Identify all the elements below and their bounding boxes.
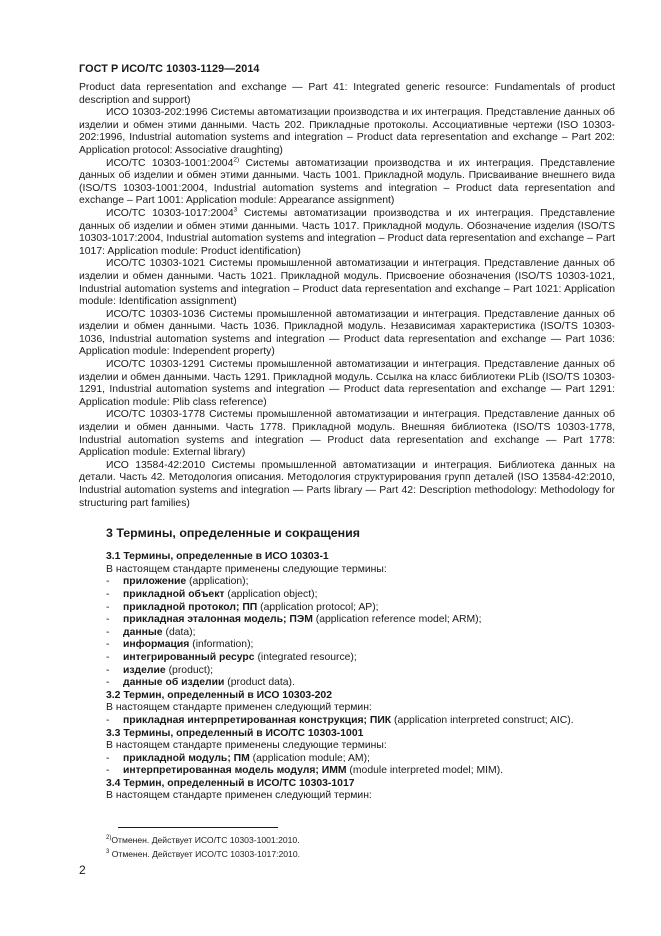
term-translation: (product data).: [224, 677, 295, 689]
reference-paragraph: ИСО 10303-202:1996 Системы автоматизации производства и их интеграция. Представление данных об изделии и обмен этими данными. Часть 202. Прикладные протоколы. Ассоциативные чертежи (ISO 10303-202:1996, Industrial automation systems and integration – Product data representation and exchange – Part 202: Application protocol: Associative draughting): [79, 107, 615, 156]
term-list-item: [106, 677, 615, 690]
footnote-marker: 2): [233, 156, 240, 164]
term-translation: (application module; AM);: [249, 752, 370, 764]
reference-code: ИСО/ТС 10303-1001:2004: [106, 157, 234, 169]
footnote: [106, 849, 300, 859]
term-list-item: [106, 753, 615, 766]
term-name: интерпретированная модель модуля; ИММ: [123, 765, 347, 777]
reference-paragraph: Product data representation and exchange — Part 41: Integrated generic resource: Fundamentals of product description and support): [79, 82, 615, 106]
term-translation: (application reference model; ARM);: [312, 614, 482, 626]
footnote-text: Отменен. Действует ИСО/ТС 10303-1017:2010.: [109, 849, 300, 859]
reference-paragraph: [79, 208, 615, 258]
footnote: [106, 835, 300, 845]
term-translation: (integrated resource);: [254, 651, 357, 663]
footnote-marker: 3: [233, 206, 238, 214]
reference-paragraph: ИСО/ТС 10303-1036 Системы промышленной автоматизации и интеграция. Представление данных об изделии и обмен данными. Часть 1036. Прикладной модуль. Независимая характеристика (ISO/TS 10303-1036, Industrial automation systems and integration — Product data representation and exchange — Part 1036: Application module: Independent property): [79, 308, 615, 358]
term-name: прикладной модуль; ПМ: [123, 752, 250, 764]
term-list-item: [106, 765, 615, 778]
term-list-item: [106, 639, 615, 652]
reference-paragraph: ИСО/ТС 10303-1291 Системы промышленной автоматизации и интеграция. Представление данных об изделии и обмен данными. Часть 1291. Прикладной модуль. Ссылка на класс библиотеки PLib (ISO/TS 10303-1291, Industrial automation systems and integration — Product data representation and exchange — Part 1291: Application module: Plib class reference): [79, 359, 615, 408]
term-list-item: [106, 576, 615, 589]
subsection-3-2-heading: 3.2 Термин, определенный в ИСО 10303-202: [106, 689, 332, 701]
term-name: информация: [123, 639, 190, 651]
subsection-intro: В настоящем стандарте применены следующие термины:: [106, 563, 387, 575]
subsection-intro: В настоящем стандарте применен следующий термин:: [106, 790, 372, 802]
term-translation: (product);: [165, 664, 214, 676]
reference-paragraph: [79, 158, 615, 208]
term-list-item: [106, 652, 615, 665]
page-number: 2: [79, 863, 86, 877]
term-translation: (module interpreted model; MIM).: [346, 765, 504, 777]
term-translation: (application protocol; AP);: [257, 601, 379, 613]
term-translation: (application object);: [224, 588, 318, 600]
term-list-item: [106, 627, 615, 640]
document-body: [79, 82, 615, 803]
term-translation: (data);: [162, 626, 196, 638]
term-name: прикладная эталонная модель; ПЭМ: [123, 614, 313, 626]
term-list-item: [106, 589, 615, 602]
term-translation: (application interpreted construct; AIC).: [391, 714, 574, 726]
term-name: интегрированный ресурс: [123, 651, 255, 663]
term-name: данные: [123, 626, 163, 638]
subsection-intro: В настоящем стандарте применены следующие термины:: [106, 740, 387, 752]
term-list-item: [106, 715, 615, 728]
reference-paragraph: ИСО/ТС 10303-1778 Системы промышленной автоматизации и интеграция. Представление данных об изделии и обмен данными. Часть 1778. Прикладной модуль. Внешняя библиотека (ISO/TS 10303-1778, Industrial automation systems and integration — Product data representation and exchange — Part 1778: Application module: External library): [79, 409, 615, 459]
document-header: ГОСТ Р ИСО/ТС 10303-1129—2014: [79, 63, 260, 75]
footnote-text: Отменен. Действует ИСО/ТС 10303-1001:2010.: [111, 835, 300, 845]
subsection-3-1-heading: 3.1 Термины, определенные в ИСО 10303-1: [106, 551, 329, 563]
reference-paragraph: ИСО 13584-42:2010 Системы промышленной автоматизации и интеграция. Библиотека данных на детали. Часть 42. Методология описания. Методология структурирования групп деталей (ISO 13584-42:2010, Industrial automation systems and integration — Parts library — Part 42: Description methodology: Methodology for structuring part families): [79, 459, 615, 509]
footnote-marker: 2): [106, 835, 112, 842]
subsection-3-3-heading: 3.3 Термины, определенный в ИСО/ТС 10303-1001: [106, 727, 364, 739]
reference-paragraph: ИСО/ТС 10303-1021 Системы промышленной автоматизации и интеграция. Представление данных об изделии и обмен данными. Часть 1021. Прикладной модуль. Присвоение обозначения (ISO/TS 10303-1021, Industrial automation systems and integration – Product data representation and exchange – Part 1021: Application module: Identification assignment): [79, 258, 615, 308]
term-name: изделие: [123, 664, 166, 676]
subsection-intro: В настоящем стандарте применен следующий термин:: [106, 702, 372, 714]
term-name: прикладной объект: [123, 588, 225, 600]
term-name: приложение: [123, 576, 187, 588]
term-list-item: [106, 665, 615, 678]
reference-text: Системы автоматизации производства и их интеграция. Представление данных об изделии и обмен этими данными. Часть 1017. Прикладной модуль. Обозначение изделия (ISO/TS 10303-1017:2004, Industrial automation systems and integration – Product data representation and exchange – Part 1017: Application module: Product identification): [79, 207, 616, 257]
footnote-separator: [118, 827, 278, 828]
reference-code: ИСО/ТС 10303-1017:2004: [106, 207, 234, 219]
footnote-marker: 3: [106, 849, 110, 856]
term-list-item: [106, 602, 615, 615]
term-translation: (information);: [189, 639, 254, 651]
term-name: прикладная интерпретированная конструкция; ПИК: [123, 714, 392, 726]
term-translation: (application);: [186, 576, 249, 588]
section-3-heading: 3 Термины, определенные и сокращения: [106, 526, 360, 541]
subsection-3-4-heading: 3.4 Термин, определенный в ИСО/ТС 10303-1017: [106, 777, 355, 789]
term-list-item: [106, 614, 615, 627]
reference-text: Системы автоматизации производства и их интеграция. Представление данных об изделии и обмен этими данными. Часть 1001. Прикладной модуль. Присваивание внешнего вида (ISO/TS 10303-1001:2004, Industrial automation systems and integration – Product data representation and exchange – Part 1001: Application module: Appearance assignment): [79, 157, 615, 207]
term-name: данные об изделии: [123, 677, 225, 689]
term-name: прикладной протокол; ПП: [123, 601, 258, 613]
